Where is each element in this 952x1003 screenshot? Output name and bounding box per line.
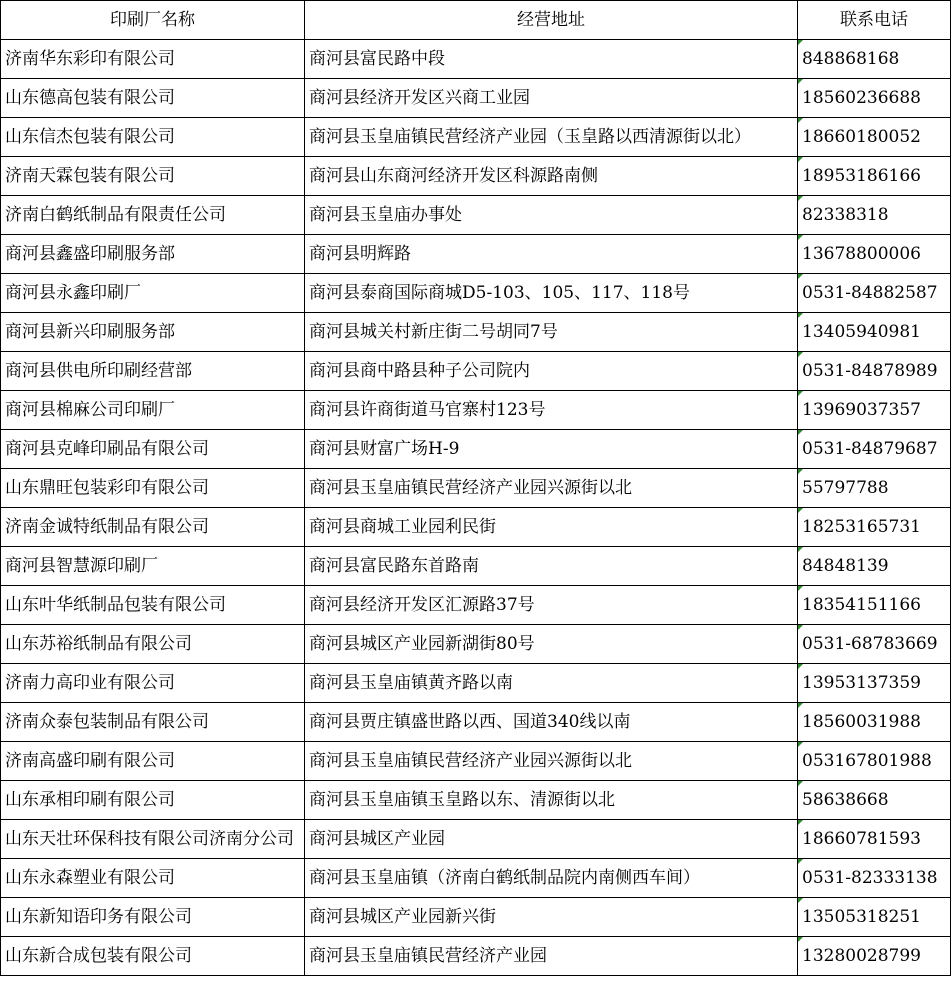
- table-row: [1, 40, 951, 79]
- table-row: [1, 586, 951, 625]
- factory-address: 商河县城关村新庄街二号胡同7号: [305, 313, 798, 352]
- factory-name: 山东信杰包装有限公司: [1, 118, 305, 157]
- factory-address: 商河县富民路中段: [305, 40, 798, 79]
- table-row: [1, 625, 951, 664]
- factory-name: 山东新知语印务有限公司: [1, 898, 305, 937]
- factory-address: 商河县玉皇庙镇（济南白鹤纸制品院内南侧西车间）: [305, 859, 798, 898]
- factory-phone: 0531-82333138: [798, 859, 951, 898]
- factory-phone: 13969037357: [798, 391, 951, 430]
- factory-phone: 18354151166: [798, 586, 951, 625]
- factory-phone: 82338318: [798, 196, 951, 235]
- table-row: [1, 703, 951, 742]
- factory-name: 商河县供电所印刷经营部: [1, 352, 305, 391]
- factory-phone: 13678800006: [798, 235, 951, 274]
- factory-address: 商河县明辉路: [305, 235, 798, 274]
- table-row: [1, 430, 951, 469]
- factory-name: 济南众泰包装制品有限公司: [1, 703, 305, 742]
- factory-name: 山东鼎旺包装彩印有限公司: [1, 469, 305, 508]
- factory-address: 商河县玉皇庙镇民营经济产业园: [305, 937, 798, 976]
- table-row: [1, 508, 951, 547]
- factory-name: 商河县新兴印刷服务部: [1, 313, 305, 352]
- factory-address: 商河县玉皇庙镇黄齐路以南: [305, 664, 798, 703]
- factory-name: 商河县智慧源印刷厂: [1, 547, 305, 586]
- factory-name: 济南天霖包装有限公司: [1, 157, 305, 196]
- factory-name: 山东叶华纸制品包装有限公司: [1, 586, 305, 625]
- factory-phone: 053167801988: [798, 742, 951, 781]
- table-row: [1, 235, 951, 274]
- factory-phone: 0531-84878989: [798, 352, 951, 391]
- factory-address: 商河县城区产业园新兴街: [305, 898, 798, 937]
- table-row: [1, 157, 951, 196]
- factory-phone: 55797788: [798, 469, 951, 508]
- factory-address: 商河县经济开发区兴商工业园: [305, 79, 798, 118]
- factory-address: 商河县山东商河经济开发区科源路南侧: [305, 157, 798, 196]
- factory-address: 商河县泰商国际商城D5-103、105、117、118号: [305, 274, 798, 313]
- table-row: [1, 274, 951, 313]
- table-row: [1, 547, 951, 586]
- table-row: [1, 196, 951, 235]
- factory-address: 商河县财富广场H-9: [305, 430, 798, 469]
- factory-phone: 13505318251: [798, 898, 951, 937]
- factory-phone: 0531-84882587: [798, 274, 951, 313]
- factory-address: 商河县商中路县种子公司院内: [305, 352, 798, 391]
- header-name: 印刷厂名称: [1, 1, 305, 40]
- table-row: [1, 742, 951, 781]
- factory-name: 商河县棉麻公司印刷厂: [1, 391, 305, 430]
- factory-phone: 18560236688: [798, 79, 951, 118]
- factory-phone: 18560031988: [798, 703, 951, 742]
- factory-phone: 13405940981: [798, 313, 951, 352]
- factory-phone: 18660781593: [798, 820, 951, 859]
- factory-name-text: 山东天壮环保科技有限公司济南分公司: [5, 829, 294, 849]
- factory-address: 商河县富民路东首路南: [305, 547, 798, 586]
- factory-name: 山东德高包装有限公司: [1, 79, 305, 118]
- table-row: [1, 391, 951, 430]
- factory-address: 商河县玉皇庙办事处: [305, 196, 798, 235]
- header-address: 经营地址: [305, 1, 798, 40]
- factory-address: 商河县贾庄镇盛世路以西、国道340线以南: [305, 703, 798, 742]
- table-row: [1, 859, 951, 898]
- factory-phone: 13953137359: [798, 664, 951, 703]
- factory-name: 山东承相印刷有限公司: [1, 781, 305, 820]
- factory-address: 商河县玉皇庙镇民营经济产业园（玉皇路以西清源街以北）: [305, 118, 798, 157]
- table-row: [1, 118, 951, 157]
- factory-name: 商河县永鑫印刷厂: [1, 274, 305, 313]
- factory-name: 商河县鑫盛印刷服务部: [1, 235, 305, 274]
- factory-address: 商河县许商街道马官寨村123号: [305, 391, 798, 430]
- table-row: [1, 664, 951, 703]
- table-row: [1, 937, 951, 976]
- factory-address: 商河县经济开发区汇源路37号: [305, 586, 798, 625]
- factory-phone: 84848139: [798, 547, 951, 586]
- factory-phone: 18953186166: [798, 157, 951, 196]
- table-row: [1, 898, 951, 937]
- factory-phone: 848868168: [798, 40, 951, 79]
- factory-address: 商河县玉皇庙镇玉皇路以东、清源街以北: [305, 781, 798, 820]
- table-row: [1, 781, 951, 820]
- table-row: [1, 820, 951, 859]
- factory-address: 商河县城区产业园: [305, 820, 798, 859]
- factory-address: 商河县玉皇庙镇民营经济产业园兴源街以北: [305, 742, 798, 781]
- header-phone: 联系电话: [798, 1, 951, 40]
- factory-name: 济南华东彩印有限公司: [1, 40, 305, 79]
- factory-name: 商河县克峰印刷品有限公司: [1, 430, 305, 469]
- factory-name: 济南白鹤纸制品有限责任公司: [1, 196, 305, 235]
- factory-name: 济南高盛印刷有限公司: [1, 742, 305, 781]
- table-row: [1, 352, 951, 391]
- factory-phone: 0531-68783669: [798, 625, 951, 664]
- factory-phone: 18253165731: [798, 508, 951, 547]
- factory-name: 山东新合成包装有限公司: [1, 937, 305, 976]
- factory-name: [1, 820, 305, 859]
- factory-name: 济南金诚特纸制品有限公司: [1, 508, 305, 547]
- factory-name: 山东苏裕纸制品有限公司: [1, 625, 305, 664]
- factory-phone: 58638668: [798, 781, 951, 820]
- factory-name: 山东永森塑业有限公司: [1, 859, 305, 898]
- factory-address: 商河县商城工业园利民街: [305, 508, 798, 547]
- factory-phone: 0531-84879687: [798, 430, 951, 469]
- factory-phone: 13280028799: [798, 937, 951, 976]
- header-row: [1, 1, 951, 40]
- factory-phone: 18660180052: [798, 118, 951, 157]
- table-row: [1, 79, 951, 118]
- table-row: [1, 313, 951, 352]
- factory-address: 商河县城区产业园新湖街80号: [305, 625, 798, 664]
- table-row: [1, 469, 951, 508]
- factory-name: 济南力高印业有限公司: [1, 664, 305, 703]
- factory-address: 商河县玉皇庙镇民营经济产业园兴源街以北: [305, 469, 798, 508]
